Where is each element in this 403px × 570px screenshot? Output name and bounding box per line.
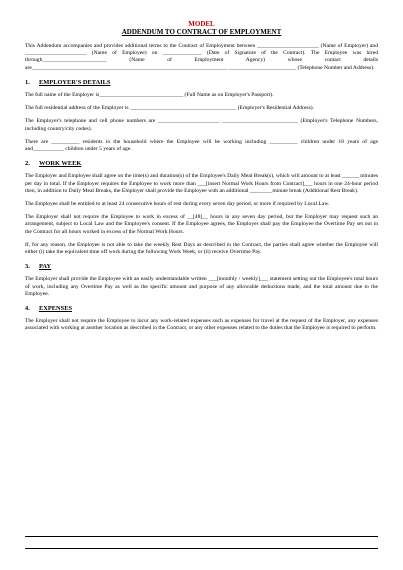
footer-rule <box>25 536 378 537</box>
section-paragraph: The Employer and Employee shall agree on the time(s) and duration(s) of the Employee's Daily Meal Break(s), which will amount to at least ______ minutes per day in total. If the Employer requires the Employee to work more than ___[insert Normal Work Hours from Contract]___ hours in one 24-hour period then, in addition to Daily Meal Breaks, the Employer shall provide the Employee with an additional ________minute break (Additional Rest Break). <box>25 173 378 194</box>
intro-paragraph: This Addendum accompanies and provides additional terms to the Contract of Employment between ______________________ (Name of Employer) and ______________________ (Name of Employee) on ______________ (Date of Signature of the Contract). The Employee was hired through_______________________ (Name of Employment Agency) whose contact details are______________________________________________________________________ ________________________ (Telephone Number and Address). <box>25 43 378 71</box>
section-heading: 2. WORK WEEK <box>25 160 82 168</box>
section-paragraph: The Employer shall not require the Employee to incur any work-related expenses such as expenses for travel at the request of the Employer, any expenses associated with working at another location as described in the Contract, or any other expenses related to the duties that the Employee is required to perform. <box>25 318 378 332</box>
section-paragraph: If, for any reason, the Employee is not able to take the weekly Rest Days as described in the Contract, the parties shall agree whether the Employee will either (i) take the equivalent time off work during the following Work Week, or (ii) receive Overtime Pay. <box>25 241 378 256</box>
section-heading: 3. PAY <box>25 263 52 271</box>
section-paragraph: The Employer shall provide the Employee with an easily understandable written ___[monthly / weekly]___ statement setting out the Employee's total hours of work, including any Overtime Pay as well as the specific amount and purpose of any allowable deductions made, and the total amount due to the Employee. <box>25 276 378 297</box>
section-expenses <box>25 305 378 333</box>
section-paragraph: The full name of the Employer is______________________________ (Full Name as on Employer's Passport). <box>25 92 274 99</box>
section-paragraph: The full residential address of the Employer is ______________________________________ (Employer's Residential Address). <box>25 105 315 112</box>
footer-rule <box>25 548 378 549</box>
model-label: MODEL <box>188 20 215 28</box>
section-pay <box>25 263 378 298</box>
document-title: ADDENDUM TO CONTRACT OF EMPLOYMENT <box>121 28 282 36</box>
section-paragraph: There are __________ residents in the household where the Employee will be working including __________ children under 18 years of age and___________ children under 5 years of age. <box>25 138 378 153</box>
section-employers-details <box>25 79 378 153</box>
section-paragraph: The Employee shall be entitled to at least 24 consecutive hours of rest during every seven day period, or more if required by Local Law. <box>25 201 330 208</box>
section-paragraph: The Employer's telephone and cell phone numbers are ______________________ ___________________________ (Employer's Telephone Numbers, including country/city codes). <box>25 118 378 132</box>
section-work-week <box>25 160 378 256</box>
section-heading: 1. EMPLOYER'S DETAILS <box>25 78 111 86</box>
section-heading: 4. EXPENSES <box>25 305 73 313</box>
section-paragraph: The Employer shall not require the Employee to work in excess of __[48]__ hours in any seven day period, but the Employer may request such an arrangement, subject to Local Law and the Employee's consent. If the Employee agrees, the Employer shall pay the Employee the Overtime Pay set out in the Contract for all hours worked in excess of the Normal Work Hours. <box>25 214 378 235</box>
